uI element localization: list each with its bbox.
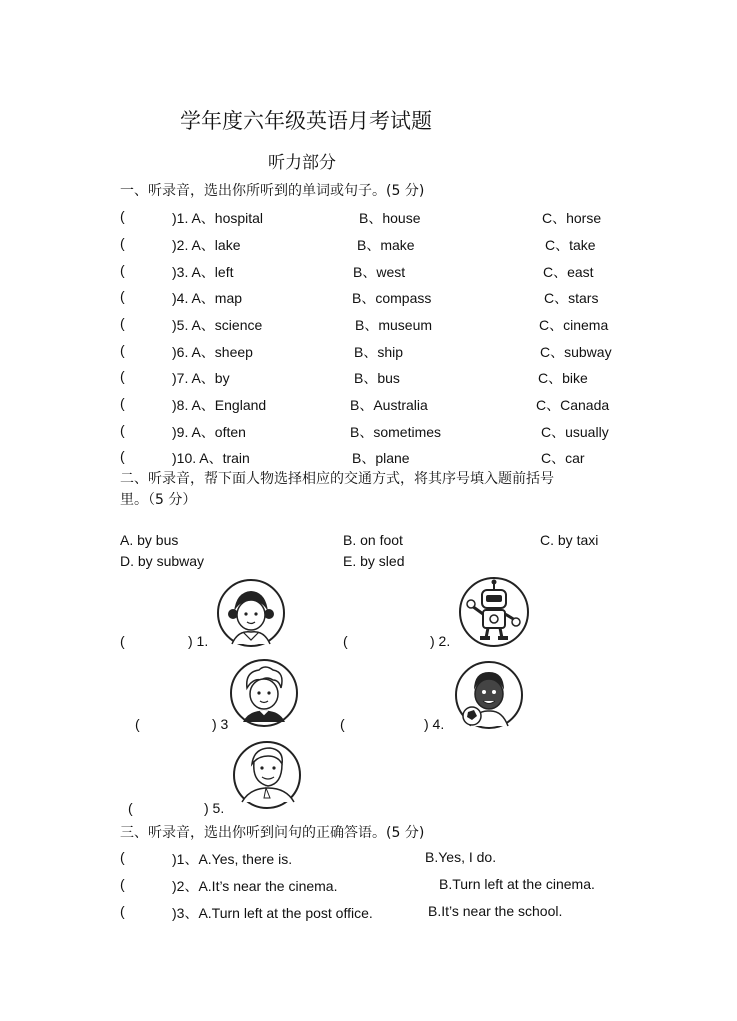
option-b: B.Yes, I do. — [425, 849, 497, 865]
answer-bracket[interactable]: ( — [120, 368, 125, 384]
section2-heading: 二、听录音，帮下面人物选择相应的交通方式，将其序号填入题前括号 — [120, 471, 554, 487]
answer-bracket-close: ) 4. — [424, 716, 445, 732]
answer-bracket-open[interactable]: ( — [340, 716, 345, 732]
option-b: B.It’s near the school. — [428, 903, 563, 919]
option-a: )7. A、by — [172, 370, 230, 386]
option-a: )5. A、science — [172, 317, 263, 333]
answer-bracket-open[interactable]: ( — [128, 800, 133, 816]
option-b: B、plane — [352, 450, 410, 466]
answer-bracket-open[interactable]: ( — [120, 633, 125, 649]
answer-bracket-close: ) 1. — [188, 633, 209, 649]
answer-bracket-open[interactable]: ( — [135, 716, 140, 732]
girl-portrait — [216, 578, 286, 648]
boy-portrait — [229, 658, 299, 728]
answer-bracket-open[interactable]: ( — [343, 633, 348, 649]
answer-bracket[interactable]: ( — [120, 288, 125, 304]
option-c: C、bike — [538, 370, 588, 386]
section2-heading-continued: 里。（5 分） — [120, 492, 197, 508]
option-a: )3. A、left — [172, 264, 234, 280]
answer-bracket[interactable]: ( — [120, 849, 125, 865]
option-by-subway: D. by subway — [120, 553, 205, 569]
option-b: B、sometimes — [350, 424, 442, 440]
answer-bracket[interactable]: ( — [120, 262, 125, 278]
option-b: B、ship — [354, 344, 404, 360]
page-title: 学年度六年级英语月考试题 — [180, 109, 432, 133]
option-b: B、Australia — [350, 397, 428, 413]
option-c: C、subway — [540, 344, 612, 360]
option-b: B、make — [357, 237, 415, 253]
option-b: B、compass — [352, 290, 432, 306]
option-a: )8. A、England — [172, 397, 267, 413]
answer-bracket[interactable]: ( — [120, 342, 125, 358]
option-b: B、house — [359, 210, 421, 226]
option-c: C、east — [543, 264, 594, 280]
option-a: )2、A.It’s near the cinema. — [172, 878, 338, 894]
page-subtitle: 听力部分 — [268, 153, 336, 173]
answer-bracket[interactable]: ( — [120, 876, 125, 892]
option-a: )10. A、train — [172, 450, 250, 466]
section3-heading: 三、听录音，选出你听到问句的正确答语。(5 分) — [120, 825, 425, 841]
answer-bracket[interactable]: ( — [120, 208, 125, 224]
option-c: C、cinema — [539, 317, 609, 333]
option-b: B、bus — [354, 370, 400, 386]
option-by-bus: A. by bus — [120, 532, 179, 548]
option-a: )6. A、sheep — [172, 344, 253, 360]
answer-bracket-close: ) 3 — [212, 716, 229, 732]
option-c: C、stars — [544, 290, 599, 306]
option-a: )9. A、often — [172, 424, 246, 440]
answer-bracket-close: ) 5. — [204, 800, 225, 816]
option-a: )4. A、map — [172, 290, 243, 306]
option-c: C、horse — [542, 210, 602, 226]
option-a: )1、A.Yes, there is. — [172, 851, 293, 867]
option-c: C、car — [541, 450, 585, 466]
man-portrait — [232, 740, 302, 810]
option-a: )3、A.Turn left at the post office. — [172, 905, 373, 921]
answer-bracket[interactable]: ( — [120, 315, 125, 331]
option-by-taxi: C. by taxi — [540, 532, 599, 548]
option-c: C、take — [545, 237, 596, 253]
option-c: C、usually — [541, 424, 609, 440]
section1-heading: 一、听录音，选出你所听到的单词或句子。(5 分) — [120, 183, 425, 199]
answer-bracket[interactable]: ( — [120, 235, 125, 251]
answer-bracket[interactable]: ( — [120, 448, 125, 464]
option-c: C、Canada — [536, 397, 610, 413]
robot-portrait — [458, 576, 530, 648]
option-b: B、west — [353, 264, 406, 280]
option-a: )1. A、hospital — [172, 210, 264, 226]
option-on-foot: B. on foot — [343, 532, 403, 548]
option-b: B、museum — [355, 317, 433, 333]
answer-bracket[interactable]: ( — [120, 903, 125, 919]
option-a: )2. A、lake — [172, 237, 241, 253]
option-b: B.Turn left at the cinema. — [439, 876, 595, 892]
answer-bracket[interactable]: ( — [120, 395, 125, 411]
answer-bracket[interactable]: ( — [120, 422, 125, 438]
option-by-sled: E. by sled — [343, 553, 405, 569]
boy-with-ball-portrait — [454, 660, 524, 730]
answer-bracket-close: ) 2. — [430, 633, 451, 649]
